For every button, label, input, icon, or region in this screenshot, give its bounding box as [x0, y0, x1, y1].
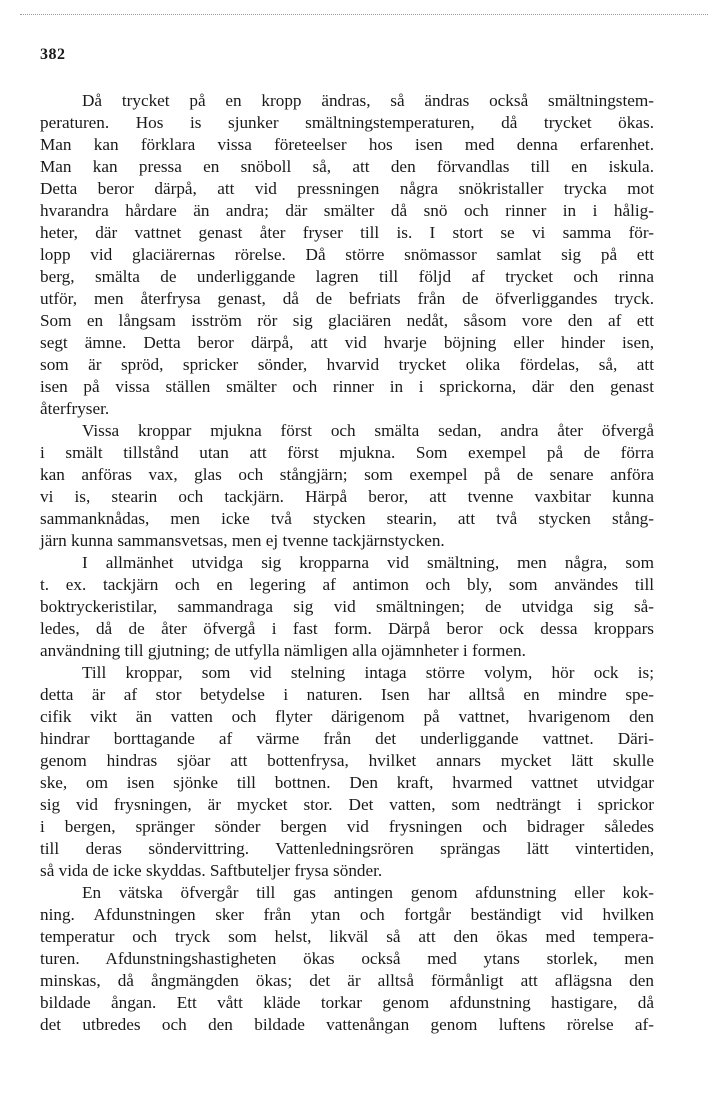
text-line: Vissa kroppar mjukna först och smälta sedan, andra åter öfvergå — [82, 421, 654, 440]
text-line: cifik vikt än vatten och flyter därigenom på vattnet, hvarigenom den — [40, 707, 654, 726]
top-edge-rule — [20, 14, 708, 15]
text-line: kan anföras vax, glas och stångjärn; som exempel på de senare anföra — [40, 465, 654, 484]
text-line: genom hindras sjöar att bottenfrysa, hvilket annars mycket lätt skulle — [40, 751, 654, 770]
text-line: hvarandra hårdare än andra; där smälter då snö och rinner in i hålig- — [40, 201, 654, 220]
text-line: temperatur och tryck som helst, likväl så att den ökas med tempera- — [40, 927, 654, 946]
text-line: ske, om isen sjönke till bottnen. Den kraft, hvarmed vattnet utvidgar — [40, 773, 654, 792]
text-line: sig vid frysningen, är mycket stor. Det vatten, som nedträngt i sprickor — [40, 795, 654, 814]
text-line: isen på vissa ställen smälter och rinner in i sprickorna, där den genast — [40, 377, 654, 396]
text-line: vi is, stearin och tackjärn. Härpå beror, att tvenne vaxbitar kunna — [40, 487, 654, 506]
text-line: sammanknådas, men icke två stycken stearin, att två stycken stång- — [40, 509, 654, 528]
text-line: återfryser. — [40, 399, 110, 418]
text-line: I allmänhet utvidga sig kropparna vid smältning, men några, som — [82, 553, 654, 572]
text-line: i smält tillstånd utan att först mjukna. Som exempel på de förra — [40, 443, 654, 462]
text-line: peraturen. Hos is sjunker smältningstemperaturen, då trycket ökas. — [40, 113, 654, 132]
text-line: t. ex. tackjärn och en legering af antimon och bly, som användes till — [40, 575, 654, 594]
page-number: 382 — [40, 46, 66, 63]
text-line: Då trycket på en kropp ändras, så ändras också smältningstem- — [82, 91, 654, 110]
text-line: heter, där vattnet genast åter fryser till is. I stort se vi samma för- — [40, 223, 654, 242]
text-line: berg, smälta de underliggande lagren till följd af trycket och rinna — [40, 267, 654, 286]
text-line: det utbredes och den bildade vattenångan genom luftens rörelse af- — [40, 1015, 654, 1034]
text-line: järn kunna sammansvetsas, men ej tvenne tackjärnstycken. — [40, 531, 445, 550]
text-line: boktryckeristilar, sammandraga sig vid smältningen; de utvidga sig så- — [40, 597, 654, 616]
text-line: i bergen, spränger sönder bergen vid frysningen och bidrager således — [40, 817, 654, 836]
text-line: hindrar borttagande af värme från det underliggande vattnet. Däri- — [40, 729, 654, 748]
text-line: Till kroppar, som vid stelning intaga större volym, hör ock is; — [82, 663, 654, 682]
text-line: Detta beror därpå, att vid pressningen några snökristaller trycka mot — [40, 179, 654, 198]
text-line: ning. Afdunstningen sker från ytan och fortgår beständigt vid hvilken — [40, 905, 654, 924]
text-line: till deras söndervittring. Vattenledningsrören sprängas lätt vintertiden, — [40, 839, 654, 858]
text-line: användning till gjutning; de utfylla nämligen alla ojämnheter i formen. — [40, 641, 526, 660]
text-line: lopp vid glaciärernas rörelse. Då större snömassor samlat sig på ett — [40, 245, 654, 264]
text-line: så vida de icke skyddas. Saftbuteljer frysa sönder. — [40, 861, 383, 880]
text-line: Man kan förklara vissa företeelser hos isen med denna erfarenhet. — [40, 135, 654, 154]
text-line: segt ämne. Detta beror därpå, att vid hvarje böjning eller hinder isen, — [40, 333, 654, 352]
text-line: bildade ångan. Ett vått kläde torkar genom afdunstning hastigare, då — [40, 993, 654, 1012]
text-line: ledes, då de åter öfvergå i fast form. Därpå beror ock dessa kroppars — [40, 619, 654, 638]
text-line: turen. Afdunstningshastigheten ökas också med ytans storlek, men — [40, 949, 654, 968]
text-line: utför, men återfrysa genast, då de befriats från de öfverliggandes tryck. — [40, 289, 654, 308]
page-text — [40, 90, 654, 1036]
text-line: detta är af stor betydelse i naturen. Isen har alltså en mindre spe- — [40, 685, 654, 704]
text-line: En vätska öfvergår till gas antingen genom afdunstning eller kok- — [82, 883, 654, 902]
text-line: minskas, då ångmängden ökas; det är alltså förmånligt att aflägsna den — [40, 971, 654, 990]
text-line: Som en långsam isström rör sig glaciären nedåt, såsom vore den af ett — [40, 311, 654, 330]
text-line: Man kan pressa en snöboll så, att den förvandlas till en iskula. — [40, 157, 654, 176]
text-line: som är spröd, spricker sönder, hvarvid trycket olika fördelas, så, att — [40, 355, 654, 374]
